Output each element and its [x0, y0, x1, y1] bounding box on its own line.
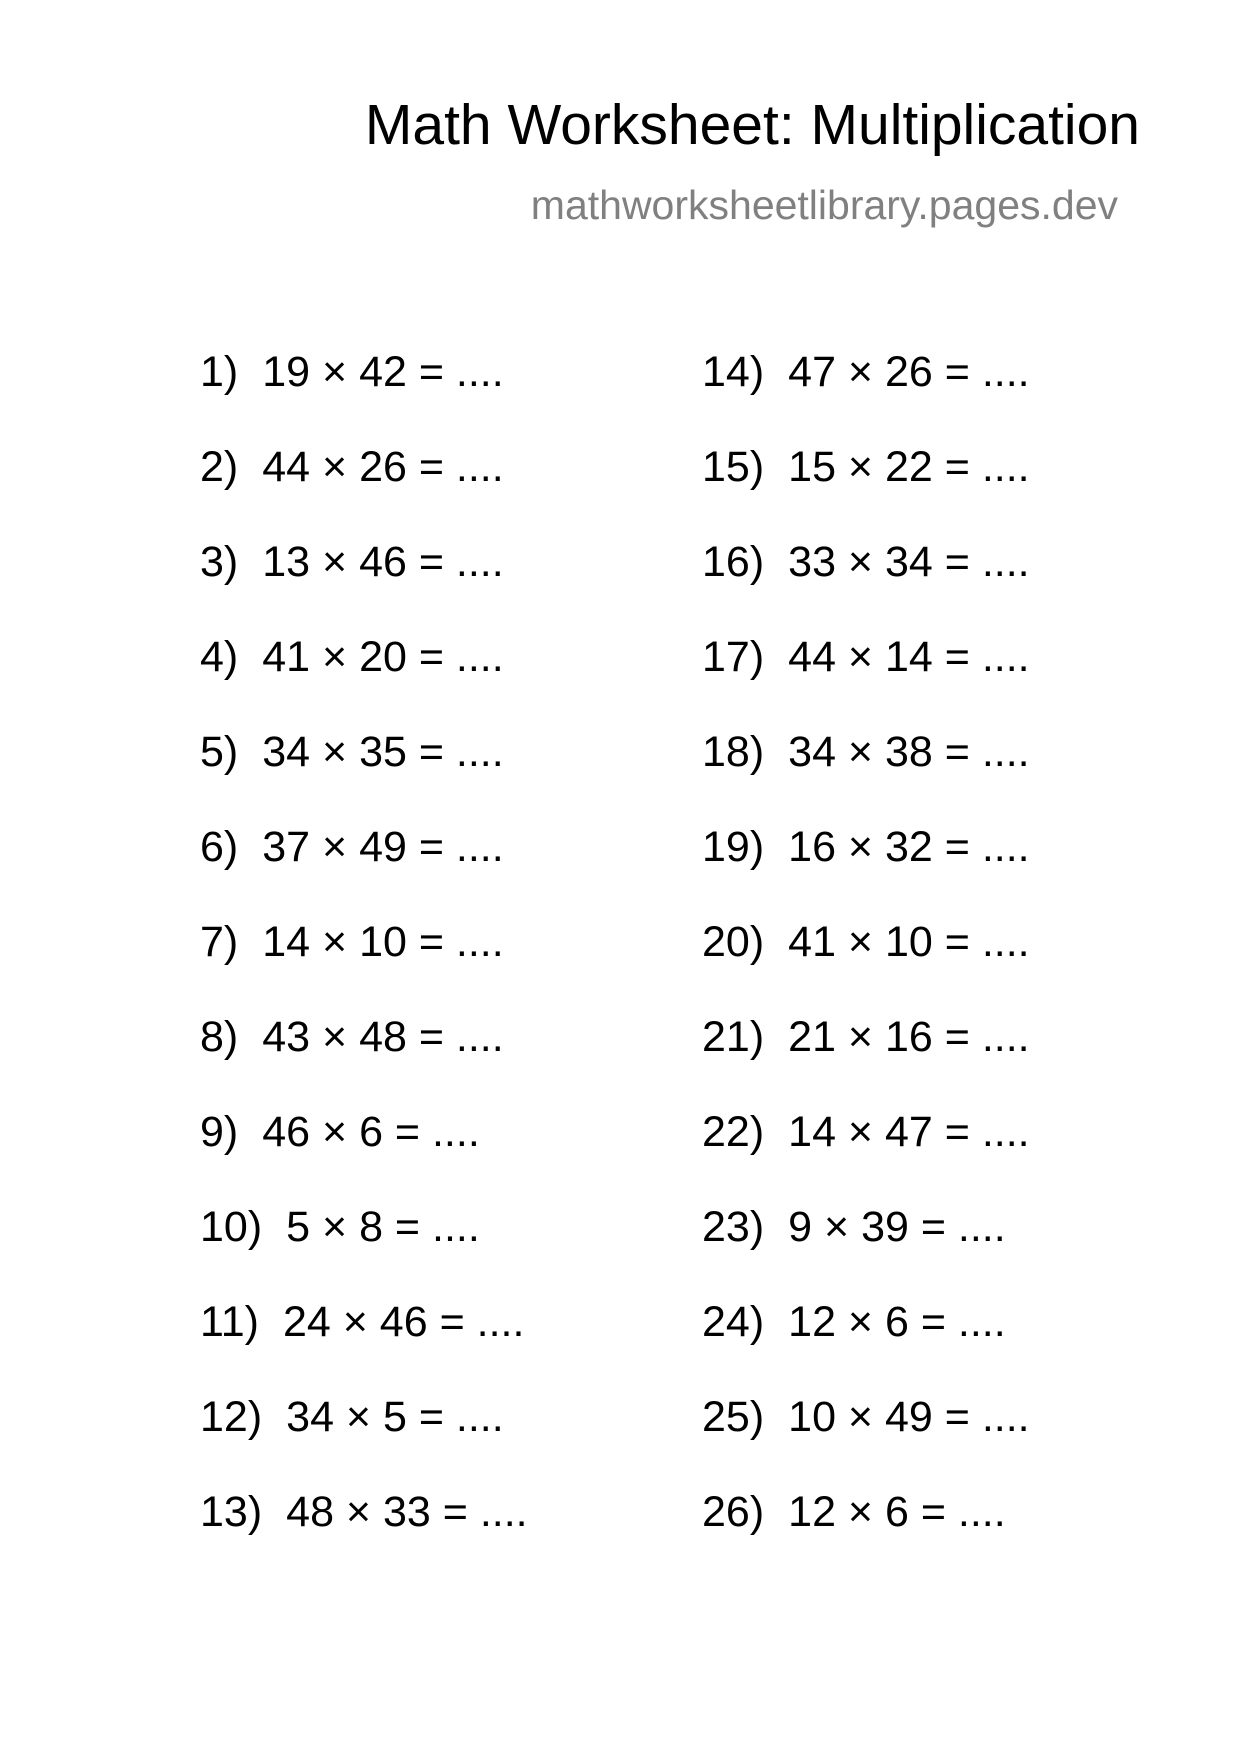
problem-number: 1)	[200, 348, 239, 396]
problem-column-left	[200, 348, 700, 1586]
problem-expression: 19 × 42 = ....	[262, 348, 504, 396]
problem-expression: 16 × 32 = ....	[788, 823, 1030, 871]
problem-item	[200, 1013, 700, 1111]
problem-number: 16)	[702, 538, 765, 586]
problem-item	[702, 443, 1202, 541]
problem-expression: 14 × 47 = ....	[788, 1108, 1030, 1156]
problem-number: 4)	[200, 633, 239, 681]
problem-expression: 12 × 6 = ....	[788, 1488, 1006, 1536]
problem-item	[702, 1013, 1202, 1111]
problem-item	[702, 1108, 1202, 1206]
problem-expression: 10 × 49 = ....	[788, 1393, 1030, 1441]
problem-item	[200, 918, 700, 1016]
page-header	[0, 0, 1240, 260]
problem-item	[200, 823, 700, 921]
problem-expression: 41 × 10 = ....	[788, 918, 1030, 966]
problem-expression: 48 × 33 = ....	[286, 1488, 528, 1536]
problem-item	[200, 633, 700, 731]
problem-expression: 5 × 8 = ....	[286, 1203, 480, 1251]
problem-item	[702, 1298, 1202, 1396]
problem-item	[702, 823, 1202, 921]
problem-number: 8)	[200, 1013, 239, 1061]
problem-expression: 46 × 6 = ....	[262, 1108, 480, 1156]
problem-item	[702, 918, 1202, 1016]
problem-expression: 9 × 39 = ....	[788, 1203, 1006, 1251]
problem-item	[200, 1298, 700, 1396]
problem-number: 24)	[702, 1298, 765, 1346]
problem-number: 15)	[702, 443, 765, 491]
problem-expression: 34 × 35 = ....	[262, 728, 504, 776]
problem-item	[200, 1203, 700, 1301]
problem-number: 17)	[702, 633, 765, 681]
problem-expression: 12 × 6 = ....	[788, 1298, 1006, 1346]
problem-item	[200, 728, 700, 826]
problem-number: 14)	[702, 348, 765, 396]
problem-number: 6)	[200, 823, 239, 871]
problem-expression: 33 × 34 = ....	[788, 538, 1030, 586]
problem-expression: 44 × 26 = ....	[262, 443, 504, 491]
problem-expression: 41 × 20 = ....	[262, 633, 504, 681]
problem-item	[702, 538, 1202, 636]
page-subtitle: mathworksheetlibrary.pages.dev	[530, 182, 1118, 228]
problem-item	[200, 443, 700, 541]
problem-expression: 43 × 48 = ....	[262, 1013, 504, 1061]
problem-number: 12)	[200, 1393, 263, 1441]
problem-number: 10)	[200, 1203, 263, 1251]
problem-item	[702, 1203, 1202, 1301]
problem-expression: 21 × 16 = ....	[788, 1013, 1030, 1061]
problem-item	[702, 348, 1202, 446]
problem-number: 2)	[200, 443, 239, 491]
problem-item	[702, 1393, 1202, 1491]
problem-number: 3)	[200, 538, 239, 586]
problem-item	[702, 1488, 1202, 1586]
problem-number: 22)	[702, 1108, 765, 1156]
problem-expression: 47 × 26 = ....	[788, 348, 1030, 396]
problem-item	[200, 348, 700, 446]
problem-number: 26)	[702, 1488, 765, 1536]
problem-number: 20)	[702, 918, 765, 966]
problem-number: 5)	[200, 728, 239, 776]
problem-expression: 13 × 46 = ....	[262, 538, 504, 586]
problem-number: 9)	[200, 1108, 239, 1156]
problem-number: 13)	[200, 1488, 263, 1536]
problem-column-right	[702, 348, 1202, 1586]
problem-expression: 15 × 22 = ....	[788, 443, 1030, 491]
problem-number: 19)	[702, 823, 765, 871]
problem-number: 25)	[702, 1393, 765, 1441]
problem-number: 7)	[200, 918, 239, 966]
problem-item	[702, 728, 1202, 826]
problem-number: 23)	[702, 1203, 765, 1251]
problem-item	[200, 1108, 700, 1206]
problem-expression: 14 × 10 = ....	[262, 918, 504, 966]
page-title: Math Worksheet: Multiplication	[364, 93, 1140, 157]
problem-item	[200, 1488, 700, 1586]
problem-expression: 34 × 38 = ....	[788, 728, 1030, 776]
problem-expression: 24 × 46 = ....	[282, 1298, 525, 1346]
problem-number: 11)	[200, 1298, 259, 1346]
problem-item	[200, 538, 700, 636]
problem-number: 18)	[702, 728, 765, 776]
problem-expression: 34 × 5 = ....	[286, 1393, 504, 1441]
problem-number: 21)	[702, 1013, 765, 1061]
problem-item	[200, 1393, 700, 1491]
problem-item	[702, 633, 1202, 731]
problem-expression: 44 × 14 = ....	[788, 633, 1030, 681]
problem-expression: 37 × 49 = ....	[262, 823, 504, 871]
